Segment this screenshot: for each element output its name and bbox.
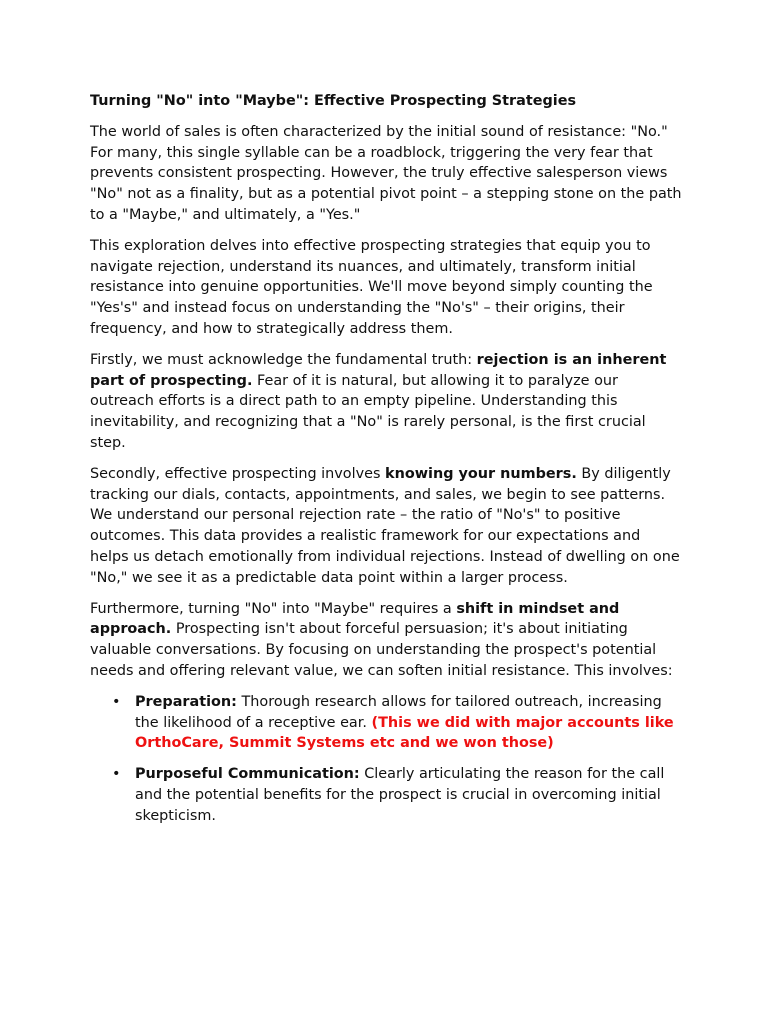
highlighted-note: (This we did with major accounts like OrthoCare, Summit Systems etc and we won those) xyxy=(135,714,674,752)
paragraph-text: By diligently tracking our dials, contacts, appointments, and sales, we begin to see patterns. We understand our personal rejection rate – the ratio of "No's" to positive outcomes. This data provides a realistic framework for our expectations and helps us detach emotionally from individual rejections. Instead of dwelling on one "No," we see it as a predictable data point within a larger process. xyxy=(90,465,680,586)
emphasis-text: knowing your numbers. xyxy=(385,465,577,482)
list-item-text: Clearly articulating the reason for the call and the potential benefits for the prospect is crucial in overcoming initial skepticism. xyxy=(135,766,665,824)
paragraph-text: Furthermore, turning "No" into "Maybe" requires a xyxy=(90,600,457,617)
list-item-communication xyxy=(90,764,682,826)
emphasis-text: shift in mindset and approach. xyxy=(90,600,620,638)
paragraph-text: Firstly, we must acknowledge the fundamental truth: xyxy=(90,351,477,368)
document-page xyxy=(90,91,682,837)
paragraph-exploration: This exploration delves into effective prospecting strategies that equip you to navigate rejection, understand its nuances, and ultimately, transform initial resistance into genuine opportunities. We'll move beyond simply counting the "Yes's" and instead focus on understanding the "No's" – their origins, their frequency, and how to strategically address them. xyxy=(90,237,653,337)
paragraph-text: Prospecting isn't about forceful persuasion; it's about initiating valuable conversations. By focusing on understanding the prospect's potential needs and offering relevant value, we can soften initial resistance. This involves: xyxy=(90,621,673,679)
bullet-icon: • xyxy=(112,766,121,783)
list-item-label: Purposeful Communication: xyxy=(135,766,360,783)
bullet-list xyxy=(90,692,682,827)
paragraph-mindset xyxy=(90,599,682,682)
emphasis-text: rejection is an inherent part of prospecting. xyxy=(90,351,667,389)
paragraph-rejection xyxy=(90,350,682,454)
paragraph-numbers xyxy=(90,464,682,589)
list-item-label: Preparation: xyxy=(135,693,237,710)
document-title: Turning "No" into "Maybe": Effective Prospecting Strategies xyxy=(90,93,577,109)
bullet-icon: • xyxy=(112,693,121,710)
list-item-text: Thorough research allows for tailored outreach, increasing the likelihood of a receptive ear. xyxy=(135,693,662,731)
paragraph-intro: The world of sales is often characterized by the initial sound of resistance: "No." For many, this single syllable can be a roadblock, triggering the very fear that prevents consistent prospecting. However, the truly effective salesperson views "No" not as a finality, but as a potential pivot point – a stepping stone on the path to a "Maybe," and ultimately, a "Yes." xyxy=(90,123,682,223)
paragraph-text: Fear of it is natural, but allowing it to paralyze our outreach efforts is a direct path to an empty pipeline. Understanding this inevitability, and recognizing that a "No" is rarely personal, is the first crucial step. xyxy=(90,372,646,451)
paragraph-text: Secondly, effective prospecting involves xyxy=(90,465,386,482)
list-item-preparation xyxy=(90,692,682,754)
